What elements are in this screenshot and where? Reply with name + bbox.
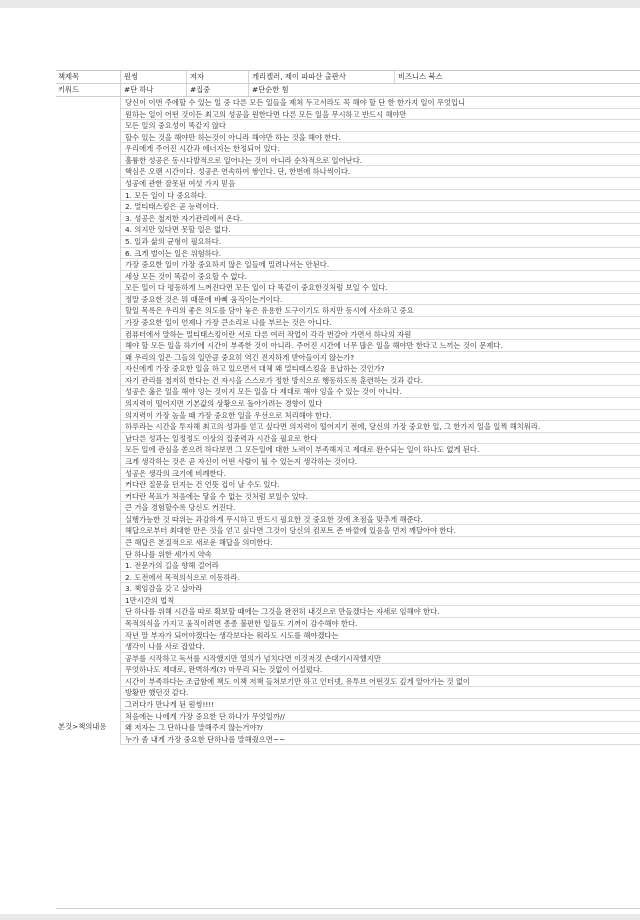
content-line: 시간이 부족하다는 조급함에 책도 이책 저책 들쳐보기만 하고 인터넷, 유투브 어떤것도 깊게 알아가는 것 없이 <box>121 676 640 688</box>
content-line: 할수 있는 것을 해야만 하는것이 아니라 해야만 하는 것을 해야 한다. <box>121 132 640 144</box>
content-line: 누가 좀 내게 가장 중요한 단하나를 말해줬으면~~ <box>121 734 640 746</box>
content-line: 3. 책임감을 갖고 살아라 <box>121 583 640 595</box>
content-label: 본것>책의내용 <box>58 722 107 731</box>
keyword-label: 키워드 <box>58 85 80 94</box>
content-line: 단 하나를 위한 세가지 약속 <box>121 549 640 561</box>
content-line: 당신이 이번 주에할 수 있는 일 중 다른 모든 일들을 제쳐 두고서라도 꼭 해야 할 단 한 한가지 일이 무엇입니 <box>121 97 640 109</box>
content-line: 할일 목록은 우리의 좋은 의도를 담아 놓은 유용한 도구이기도 하지만 동시에 사소하고 중요 <box>121 305 640 317</box>
content-line: 세상 모든 것이 똑같이 중요할 수 없다. <box>121 271 640 283</box>
content-line: 처음에는 나에게 가장 중요한 단 하나가 무엇일까// <box>121 711 640 723</box>
keyword-2: #집중 <box>186 84 248 96</box>
content-line: 우리에게 주어진 시간과 에너지는 한정되어 있다. <box>121 143 640 155</box>
content-line: 1만시간의 법칙 <box>121 595 640 607</box>
keyword-1: #단 하나 <box>120 84 186 96</box>
genre-value: 비즈니스 북스 <box>394 71 640 83</box>
content-line: 왜 우리의 일은 그들의 일만큼 중요히 역긴 진지하게 받아들이지 않는가? <box>121 352 640 364</box>
top-strip <box>0 0 640 8</box>
content-line: 큰 해답은 본질적으로 새로운 해답을 의미한다. <box>121 537 640 549</box>
content-line: 원하는 일이 어떤 것이든 최고의 성공을 원한다면 다른 모든 일을 무시하고 반드시 해야만 <box>121 109 640 121</box>
content-line: 크게 생각하는 것은 곧 자신이 어떤 사람이 될 수 있는지 생각하는 것이다. <box>121 456 640 468</box>
content-line: 목적의식을 가지고 움직이려면 종종 불편한 일들도 기꺼이 감수해야 한다. <box>121 618 640 630</box>
content-line: 성공은 생각의 크기에 비례한다. <box>121 468 640 480</box>
author-label: 저자 <box>186 71 248 83</box>
content-line: 하루라는 시간을 투자해 최고의 성과를 얻고 싶다면 의지력이 떨어지기 전에, 당신의 가장 중요한 일, 그 한가지 일을 일찍 해치워라. <box>121 421 640 433</box>
content-lines <box>120 97 640 745</box>
content-line: 방황만 했던것 같다. <box>121 687 640 699</box>
title-label: 책제목 <box>58 72 80 81</box>
content-line: 1. 모든 일이 다 중요하다. <box>121 190 640 202</box>
content-label-cell <box>56 97 120 908</box>
content-line: 4. 의지만 있다면 못할 일은 없다. <box>121 224 640 236</box>
author-value: 게리켈러, 제이 파파산 출판사 <box>248 71 394 83</box>
title-value: 원씽 <box>120 71 186 83</box>
content-line: 컴퓨터에서 말하는 멀티태스킹이란 서로 다른 여러 작업이 각각 번갈아 가면서 하나의 자원 <box>121 329 640 341</box>
content-line: 성공은 옳은 일을 해야 잉는 것이지 모든 일을 다 제대로 해야 잉을 수 있는 것이 아니다. <box>121 386 640 398</box>
content-line: 2. 멀티태스킹은 곧 능력이다. <box>121 201 640 213</box>
content-line: 그러다가 만나게 된 원씽!!!! <box>121 699 640 711</box>
content-line: 해답으로부터 최대한 만은 것을 얻고 싶다면 그것이 당신의 컴포트 존 바깥에 있음을 먼저 깨달아야 한다. <box>121 525 640 537</box>
content-line: 자기 관리를 철저히 한다는 건 자시을 스스로가 정한 방식으로 행동하도록 훈련하는 것과 같다. <box>121 375 640 387</box>
content-line: 해야 할 모든 일을 하기에 시간이 부족한 것이 아니라. 주어진 시간에 너무 많은 일을 해야만 한다고 느끼는 것이 문제다. <box>121 340 640 352</box>
content-line: 핵심은 오랜 시간이다. 성공은 연속하여 쌓인다. 단, 한번에 하나씩이다. <box>121 166 640 178</box>
content-line: 의지력이 가장 높을 때 가장 중요한 일을 우선으로 처리해야 한다. <box>121 410 640 422</box>
content-section <box>56 97 640 909</box>
content-line: 가장 중요한 일이 언제나 가장 큰소리로 나를 부르는 것은 아니다. <box>121 317 640 329</box>
content-line: 남다른 성과는 일정정도 이상의 집중력과 시간을 필요로 한다 <box>121 433 640 445</box>
content-line: 무엇하나도 제대로, 완벽하게(?) 마무리 되는 것없이 어설펐다. <box>121 664 640 676</box>
content-line: 큰 거을 경험할수록 당신도 커진다. <box>121 502 640 514</box>
content-line: 모든 일이 다 평등하게 느껴진다면 모든 일이 다 똑같이 중요한것처럼 보일 수 있다. <box>121 282 640 294</box>
content-line: 정말 중요한 것은 뭐 때문에 바삐 움직이는거이다. <box>121 294 640 306</box>
content-line: 3. 성공은 철저한 자기관리에서 온다. <box>121 213 640 225</box>
content-line: 단 하나를 위해 시간을 따로 확보할 때에는 그것을 완전히 내것으로 만들겠다는 자세로 임해야 한다. <box>121 606 640 618</box>
content-line: 실행가능한 것 따위는 과감하게 무시하고 반드시 필요한 것 중요한 것에 초점을 맞추게 해준다. <box>121 514 640 526</box>
content-line: 성공에 관한 잘못된 여섯 가지 믿음 <box>121 178 640 190</box>
keyword-row <box>56 84 640 97</box>
content-line: 가장 중요한 일이 가장 중요하지 않은 일들에 밀려나서는 안된다. <box>121 259 640 271</box>
content-line: 커다란 목표가 처음에는 닿을 수 없는 것처럼 보일수 있다. <box>121 491 640 503</box>
content-line: 커다란 질문을 던지는 건 언뜻 겁이 날 수도 있다. <box>121 479 640 491</box>
content-line: 생각이 나를 사로 잡았다. <box>121 641 640 653</box>
content-line: 의지력이 떨어지면 기본값의 상황으로 돌아가려는 경향이 있다 <box>121 398 640 410</box>
content-line: 공부를 시작하고 독서를 시작했지만 열의가 넘치다면 이것저것 손대기시작했지만 <box>121 653 640 665</box>
content-line: 5. 일과 삶의 균형이 필요하다. <box>121 236 640 248</box>
title-row <box>56 71 640 84</box>
content-line: 작년 말 부자가 되어야겠다는 생각보다는 워라도 시도를 해야겠다는 <box>121 630 640 642</box>
content-line: 자신에게 가장 중요한 일을 하고 있으면서 대체 왜 멀티태스킹을 용납하는 것인가? <box>121 363 640 375</box>
keyword-3: #단순한 힘 <box>248 84 640 96</box>
book-notes-sheet <box>56 70 640 909</box>
content-line: 2. 도전에서 목적의식으로 이동하라. <box>121 572 640 584</box>
content-line: 6. 크게 벌이는 일은 위험하다. <box>121 248 640 260</box>
content-line: 모든 일에 관심을 쏟으려 하다보면 그 모든일에 대한 노력이 부족해지고 제대로 완수되는 일이 하나도 없게 된다. <box>121 444 640 456</box>
content-line: 왜 저자는 그 단하나를 말해주지 않는거야?/ <box>121 722 640 734</box>
content-line: 1. 전문가의 길을 향해 걸어라 <box>121 560 640 572</box>
content-line: 훌륭한 성공은 동시다발적으로 일어나는 것이 아니라 순차적으로 일어난다. <box>121 155 640 167</box>
content-line: 모든 일의 중요성이 똑같지 않다 <box>121 120 640 132</box>
bottom-strip <box>0 914 640 920</box>
